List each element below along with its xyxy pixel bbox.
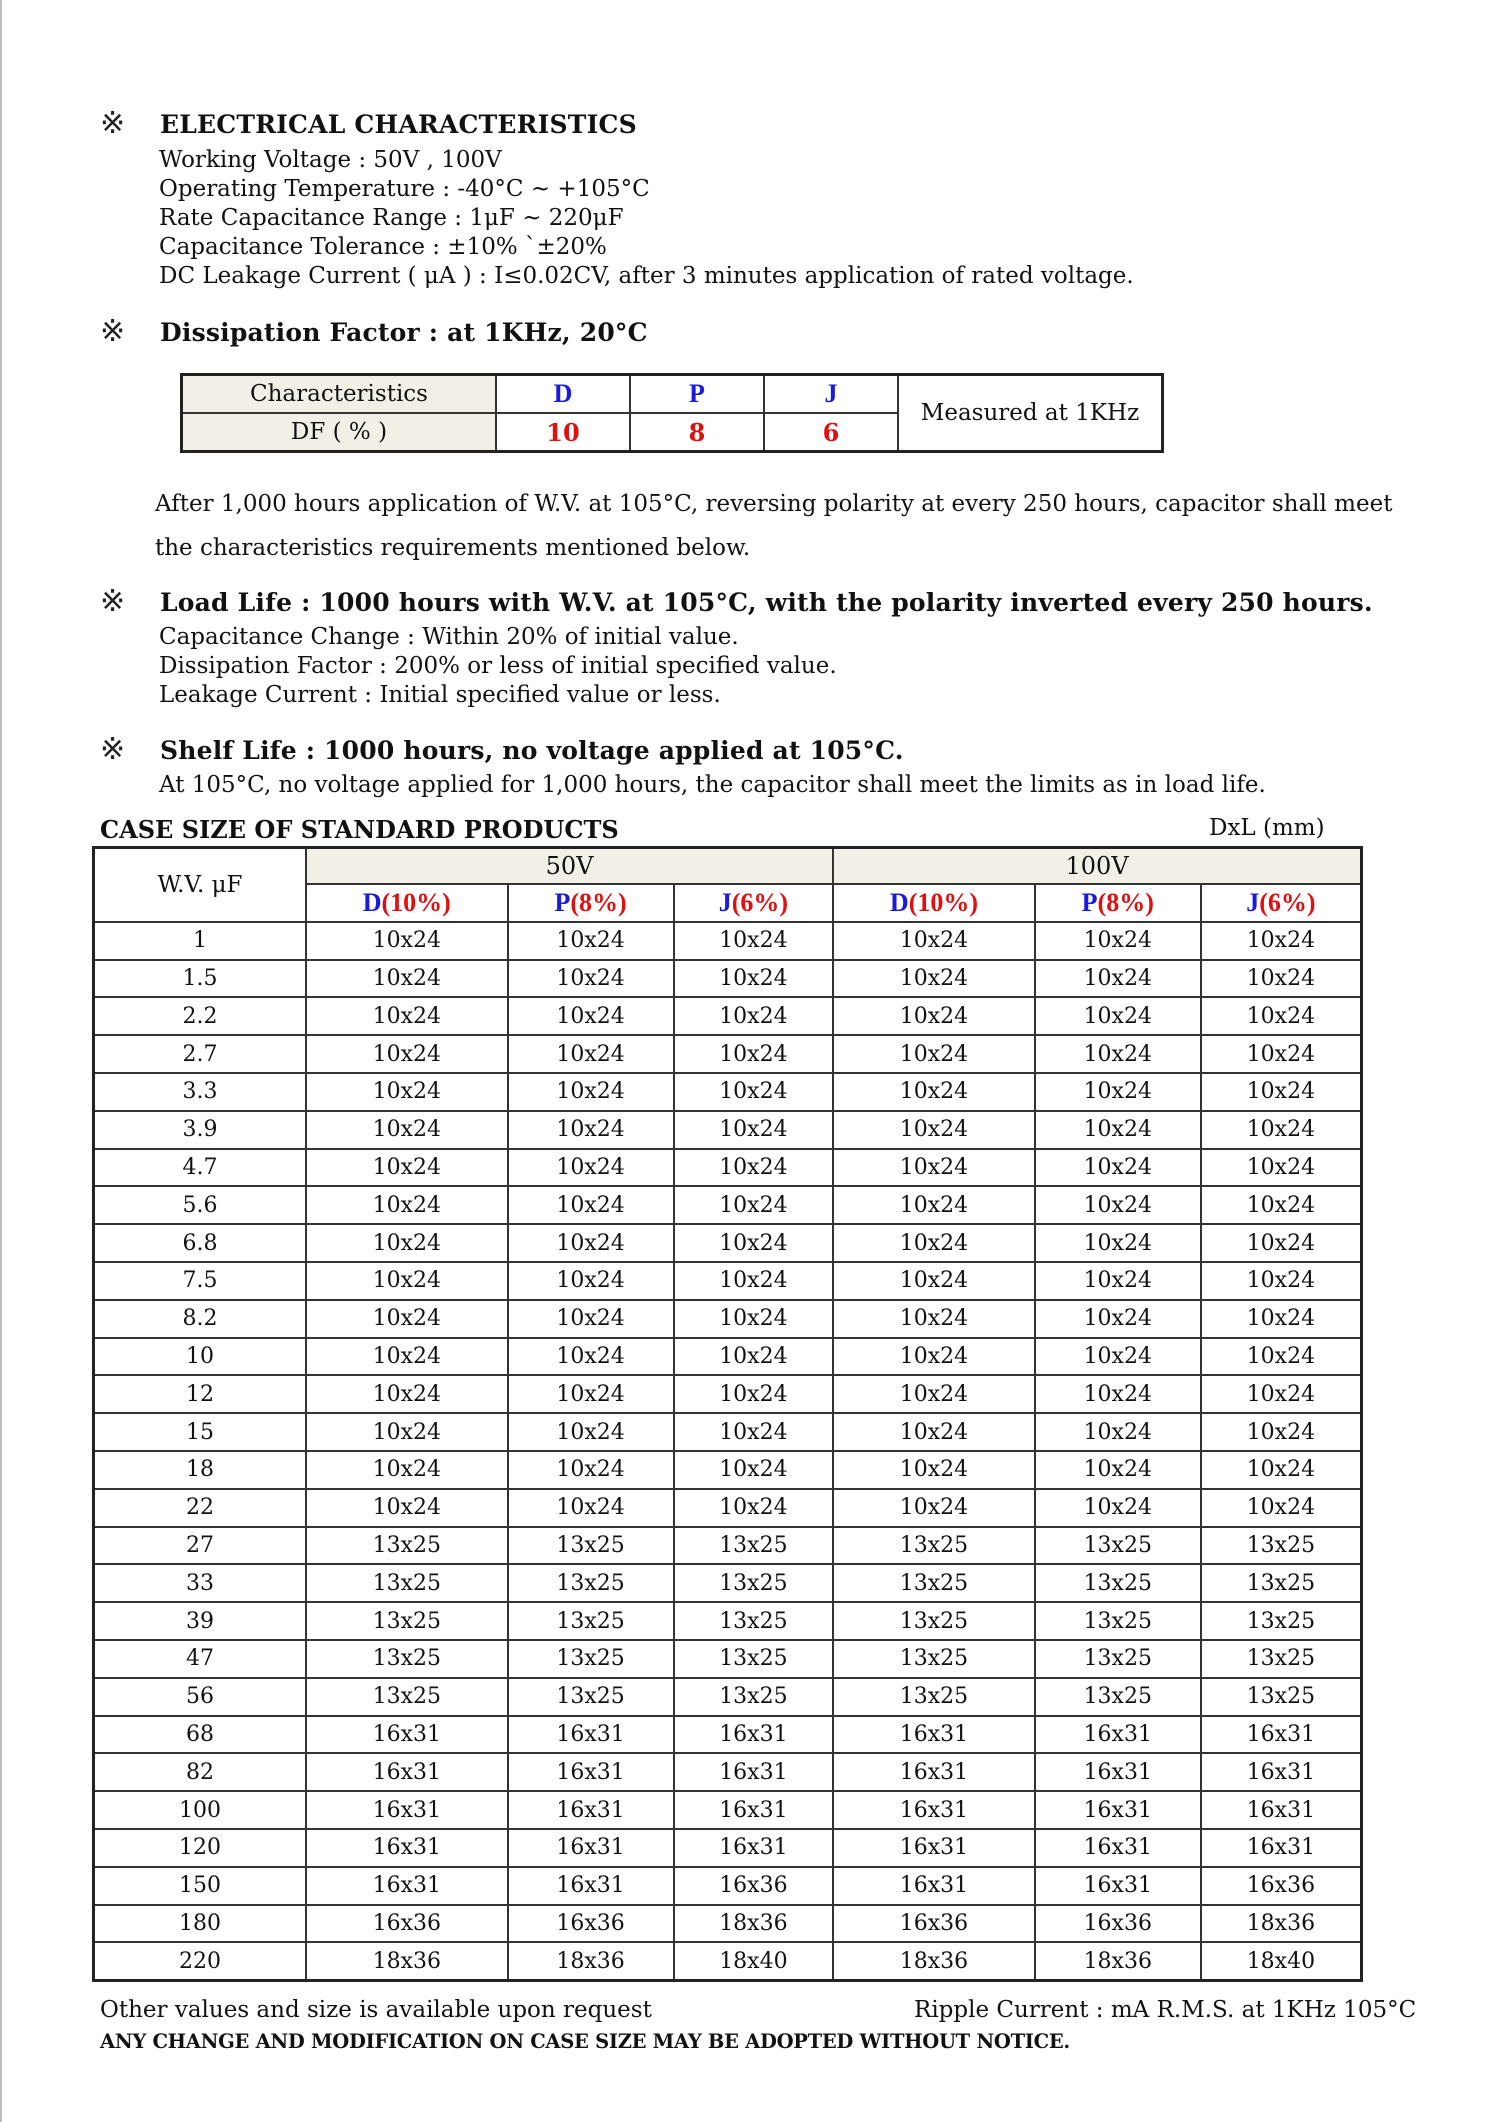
case-size-cell: 16x31 xyxy=(306,1791,508,1829)
table-row xyxy=(94,1829,1362,1867)
case-size-cell: 13x25 xyxy=(508,1678,674,1716)
case-size-unit: DxL (mm) xyxy=(1209,815,1325,841)
case-size-cell: 10x24 xyxy=(1035,1073,1201,1111)
capacitance-cell: 33 xyxy=(94,1564,307,1602)
case-size-cell: 16x31 xyxy=(306,1716,508,1754)
capacitance-cell: 68 xyxy=(94,1716,307,1754)
case-size-cell: 10x24 xyxy=(306,1451,508,1489)
df-measured-note: Measured at 1KHz xyxy=(898,375,1163,452)
case-size-cell: 13x25 xyxy=(1201,1640,1362,1678)
case-size-cell: 13x25 xyxy=(306,1527,508,1565)
capacitance-cell: 2.7 xyxy=(94,1035,307,1073)
sub-header: J(6%) xyxy=(1201,884,1362,922)
case-size-cell: 10x24 xyxy=(306,1035,508,1073)
case-size-cell: 16x36 xyxy=(306,1905,508,1943)
case-size-cell: 10x24 xyxy=(1035,1300,1201,1338)
case-size-cell: 10x24 xyxy=(833,1224,1035,1262)
after-hours-paragraph: After 1,000 hours application of W.V. at 105°C, reversing polarity at every 250 hours, capacitor shall meet the characteristics requirements mentioned below. xyxy=(155,491,1393,561)
case-size-cell: 10x24 xyxy=(508,1451,674,1489)
capacitance-cell: 5.6 xyxy=(94,1186,307,1224)
case-size-cell: 10x24 xyxy=(1035,1413,1201,1451)
case-size-cell: 10x24 xyxy=(1201,1186,1362,1224)
case-size-cell: 13x25 xyxy=(674,1678,834,1716)
case-size-cell: 16x36 xyxy=(508,1905,674,1943)
case-size-cell: 16x31 xyxy=(1201,1829,1362,1867)
case-size-cell: 10x24 xyxy=(508,997,674,1035)
case-size-cell: 13x25 xyxy=(833,1527,1035,1565)
case-size-cell: 10x24 xyxy=(833,1451,1035,1489)
spec-line: DC Leakage Current ( μA ) : I≤0.02CV, after 3 minutes application of rated voltage. xyxy=(159,263,1134,289)
case-size-cell: 10x24 xyxy=(1201,1338,1362,1376)
capacitance-cell: 180 xyxy=(94,1905,307,1943)
case-size-cell: 10x24 xyxy=(1035,1186,1201,1224)
table-row xyxy=(94,1375,1362,1413)
case-size-cell: 10x24 xyxy=(306,960,508,998)
case-size-cell: 13x25 xyxy=(306,1564,508,1602)
case-size-cell: 16x31 xyxy=(508,1867,674,1905)
shelf-life-heading xyxy=(100,732,904,767)
table-row xyxy=(94,1564,1362,1602)
case-size-cell: 18x36 xyxy=(508,1942,674,1980)
electrical-title: ELECTRICAL CHARACTERISTICS xyxy=(160,110,637,139)
dissipation-heading xyxy=(100,314,648,349)
case-size-cell: 16x31 xyxy=(508,1829,674,1867)
case-size-table xyxy=(92,846,1363,1982)
table-row xyxy=(94,1111,1362,1149)
case-size-cell: 16x31 xyxy=(1201,1753,1362,1791)
case-size-cell: 13x25 xyxy=(508,1564,674,1602)
case-size-cell: 10x24 xyxy=(508,1111,674,1149)
case-size-cell: 10x24 xyxy=(833,1035,1035,1073)
footer-availability-note: Other values and size is available upon request xyxy=(100,1997,652,2023)
load-life-heading xyxy=(100,584,1373,619)
case-size-cell: 10x24 xyxy=(674,1224,834,1262)
case-size-cell: 10x24 xyxy=(306,1262,508,1300)
case-size-cell: 10x24 xyxy=(674,1035,834,1073)
case-size-cell: 10x24 xyxy=(1201,1375,1362,1413)
load-life-lines xyxy=(159,623,837,710)
spec-line: Leakage Current : Initial specified value or less. xyxy=(159,682,721,708)
case-size-cell: 13x25 xyxy=(674,1602,834,1640)
case-size-cell: 10x24 xyxy=(674,960,834,998)
df-value-j: 6 xyxy=(764,413,898,452)
case-size-cell: 10x24 xyxy=(674,1338,834,1376)
table-row xyxy=(94,1791,1362,1829)
case-size-cell: 10x24 xyxy=(1035,1262,1201,1300)
group-header-100v: 100V xyxy=(833,848,1361,885)
case-size-cell: 16x31 xyxy=(508,1753,674,1791)
capacitance-cell: 3.9 xyxy=(94,1111,307,1149)
case-size-cell: 16x36 xyxy=(1035,1905,1201,1943)
case-size-cell: 10x24 xyxy=(674,1149,834,1187)
capacitance-cell: 6.8 xyxy=(94,1224,307,1262)
case-size-cell: 10x24 xyxy=(306,1073,508,1111)
case-size-cell: 13x25 xyxy=(674,1527,834,1565)
wv-corner-header: W.V. μF xyxy=(94,848,307,922)
capacitance-cell: 39 xyxy=(94,1602,307,1640)
case-size-cell: 13x25 xyxy=(833,1678,1035,1716)
capacitance-cell: 7.5 xyxy=(94,1262,307,1300)
capacitance-cell: 8.2 xyxy=(94,1300,307,1338)
page-edge xyxy=(0,0,2,2122)
case-size-cell: 10x24 xyxy=(1201,1262,1362,1300)
sub-header: P(8%) xyxy=(508,884,674,922)
capacitance-cell: 27 xyxy=(94,1527,307,1565)
case-size-cell: 10x24 xyxy=(674,922,834,960)
table-row xyxy=(94,1413,1362,1451)
case-size-cell: 13x25 xyxy=(306,1602,508,1640)
case-size-cell: 10x24 xyxy=(833,1375,1035,1413)
case-size-cell: 10x24 xyxy=(1201,960,1362,998)
table-row xyxy=(94,1527,1362,1565)
case-size-cell: 10x24 xyxy=(508,1149,674,1187)
case-size-cell: 10x24 xyxy=(833,1149,1035,1187)
case-size-cell: 18x36 xyxy=(674,1905,834,1943)
case-size-cell: 10x24 xyxy=(1201,922,1362,960)
case-size-cell: 16x31 xyxy=(833,1791,1035,1829)
capacitance-cell: 2.2 xyxy=(94,997,307,1035)
sub-header: J(6%) xyxy=(674,884,834,922)
sub-header: D(10%) xyxy=(833,884,1035,922)
case-size-cell: 13x25 xyxy=(306,1678,508,1716)
case-size-cell: 10x24 xyxy=(508,1073,674,1111)
case-size-cell: 10x24 xyxy=(306,1186,508,1224)
case-size-cell: 13x25 xyxy=(508,1602,674,1640)
table-row xyxy=(94,1678,1362,1716)
case-size-cell: 13x25 xyxy=(508,1527,674,1565)
df-code-j: J xyxy=(764,375,898,414)
sub-header: D(10%) xyxy=(306,884,508,922)
case-size-cell: 10x24 xyxy=(508,1413,674,1451)
shelf-life-title: Shelf Life : 1000 hours, no voltage applied at 105°C. xyxy=(160,736,904,765)
df-value-d: 10 xyxy=(496,413,630,452)
case-size-cell: 10x24 xyxy=(1201,1149,1362,1187)
table-row xyxy=(94,1640,1362,1678)
case-size-cell: 10x24 xyxy=(1035,1035,1201,1073)
case-size-cell: 18x36 xyxy=(1035,1942,1201,1980)
case-size-cell: 10x24 xyxy=(1035,1489,1201,1527)
capacitance-cell: 100 xyxy=(94,1791,307,1829)
case-size-cell: 10x24 xyxy=(833,1300,1035,1338)
case-size-cell: 10x24 xyxy=(1201,997,1362,1035)
case-size-cell: 10x24 xyxy=(306,1489,508,1527)
case-size-cell: 16x36 xyxy=(1201,1867,1362,1905)
case-size-cell: 13x25 xyxy=(1201,1678,1362,1716)
df-row1-label: Characteristics xyxy=(182,375,497,414)
case-size-cell: 16x31 xyxy=(1035,1829,1201,1867)
case-size-cell: 16x31 xyxy=(1035,1716,1201,1754)
case-size-body xyxy=(94,922,1362,1981)
capacitance-cell: 120 xyxy=(94,1829,307,1867)
spec-line: Operating Temperature : -40°C ~ +105°C xyxy=(159,176,650,202)
load-life-title: Load Life : 1000 hours with W.V. at 105°C, with the polarity inverted every 250 hours. xyxy=(160,588,1373,617)
case-size-cell: 18x36 xyxy=(1201,1905,1362,1943)
case-size-cell: 10x24 xyxy=(1035,922,1201,960)
case-size-cell: 10x24 xyxy=(1035,1149,1201,1187)
dissipation-table xyxy=(180,373,1164,453)
spec-line: Working Voltage : 50V , 100V xyxy=(159,147,502,173)
case-size-cell: 10x24 xyxy=(508,1300,674,1338)
electrical-lines xyxy=(159,146,1134,291)
capacitance-cell: 82 xyxy=(94,1753,307,1791)
capacitance-cell: 10 xyxy=(94,1338,307,1376)
case-size-cell: 16x31 xyxy=(674,1716,834,1754)
case-size-cell: 13x25 xyxy=(1201,1564,1362,1602)
case-size-cell: 10x24 xyxy=(833,1413,1035,1451)
capacitance-cell: 1 xyxy=(94,922,307,960)
table-row xyxy=(94,1451,1362,1489)
case-size-cell: 10x24 xyxy=(833,997,1035,1035)
case-size-cell: 16x31 xyxy=(674,1829,834,1867)
case-size-cell: 16x31 xyxy=(1035,1867,1201,1905)
table-row xyxy=(94,922,1362,960)
case-size-cell: 10x24 xyxy=(508,1338,674,1376)
case-size-cell: 13x25 xyxy=(1035,1527,1201,1565)
capacitance-cell: 12 xyxy=(94,1375,307,1413)
case-size-cell: 16x31 xyxy=(674,1791,834,1829)
case-size-cell: 10x24 xyxy=(1035,1375,1201,1413)
case-size-cell: 16x31 xyxy=(833,1716,1035,1754)
case-size-cell: 16x31 xyxy=(306,1829,508,1867)
case-size-cell: 10x24 xyxy=(833,1111,1035,1149)
case-size-cell: 16x31 xyxy=(1201,1791,1362,1829)
df-code-d: D xyxy=(496,375,630,414)
case-size-cell: 10x24 xyxy=(508,1489,674,1527)
case-size-cell: 10x24 xyxy=(674,1375,834,1413)
df-value-p: 8 xyxy=(630,413,764,452)
table-row xyxy=(94,1905,1362,1943)
group-header-50v: 50V xyxy=(306,848,833,885)
case-size-cell: 10x24 xyxy=(833,1262,1035,1300)
capacitance-cell: 1.5 xyxy=(94,960,307,998)
case-size-cell: 10x24 xyxy=(674,1111,834,1149)
reference-mark-icon: ※ xyxy=(100,732,126,767)
capacitance-cell: 22 xyxy=(94,1489,307,1527)
case-size-cell: 10x24 xyxy=(508,1262,674,1300)
case-size-cell: 10x24 xyxy=(306,1338,508,1376)
case-size-cell: 10x24 xyxy=(306,1413,508,1451)
capacitance-cell: 15 xyxy=(94,1413,307,1451)
table-row xyxy=(94,1262,1362,1300)
capacitance-cell: 150 xyxy=(94,1867,307,1905)
case-size-cell: 10x24 xyxy=(674,1073,834,1111)
case-size-cell: 13x25 xyxy=(1035,1640,1201,1678)
case-size-cell: 13x25 xyxy=(674,1564,834,1602)
footer-notice: ANY CHANGE AND MODIFICATION ON CASE SIZE MAY BE ADOPTED WITHOUT NOTICE. xyxy=(100,2030,1070,2053)
case-size-cell: 10x24 xyxy=(306,997,508,1035)
case-size-cell: 10x24 xyxy=(674,1451,834,1489)
electrical-heading xyxy=(100,106,637,141)
case-size-cell: 16x31 xyxy=(1035,1753,1201,1791)
reference-mark-icon: ※ xyxy=(100,106,126,141)
case-size-cell: 16x31 xyxy=(306,1867,508,1905)
case-size-cell: 13x25 xyxy=(833,1640,1035,1678)
table-row xyxy=(94,1224,1362,1262)
case-size-cell: 10x24 xyxy=(833,1338,1035,1376)
case-size-cell: 10x24 xyxy=(306,1224,508,1262)
table-row xyxy=(94,1753,1362,1791)
case-size-cell: 10x24 xyxy=(508,960,674,998)
case-size-cell: 10x24 xyxy=(1035,960,1201,998)
capacitance-cell: 4.7 xyxy=(94,1149,307,1187)
case-size-cell: 10x24 xyxy=(1201,1224,1362,1262)
case-size-cell: 10x24 xyxy=(1035,1451,1201,1489)
shelf-life-lines xyxy=(159,771,1266,800)
table-row xyxy=(94,1716,1362,1754)
case-size-cell: 13x25 xyxy=(1201,1527,1362,1565)
case-size-cell: 10x24 xyxy=(674,1413,834,1451)
case-size-cell: 10x24 xyxy=(306,1300,508,1338)
sub-header: P(8%) xyxy=(1035,884,1201,922)
case-size-cell: 16x31 xyxy=(833,1753,1035,1791)
case-size-cell: 10x24 xyxy=(306,922,508,960)
table-row xyxy=(94,1489,1362,1527)
case-size-cell: 18x36 xyxy=(833,1942,1035,1980)
case-size-cell: 10x24 xyxy=(674,1262,834,1300)
df-row2-label: DF ( % ) xyxy=(182,413,497,452)
table-row xyxy=(94,1942,1362,1980)
table-row xyxy=(94,997,1362,1035)
spec-line: Capacitance Change : Within 20% of initial value. xyxy=(159,624,739,650)
df-code-p: P xyxy=(630,375,764,414)
spec-line: Capacitance Tolerance : ±10% `±20% xyxy=(159,234,607,260)
case-size-cell: 13x25 xyxy=(1035,1564,1201,1602)
dissipation-title: Dissipation Factor : at 1KHz, 20°C xyxy=(160,318,648,347)
case-size-cell: 13x25 xyxy=(833,1602,1035,1640)
case-size-cell: 18x36 xyxy=(306,1942,508,1980)
case-size-cell: 10x24 xyxy=(306,1111,508,1149)
case-size-cell: 10x24 xyxy=(833,1489,1035,1527)
case-size-cell: 16x31 xyxy=(674,1753,834,1791)
case-size-cell: 10x24 xyxy=(1201,1413,1362,1451)
case-size-cell: 16x31 xyxy=(508,1791,674,1829)
case-size-cell: 13x25 xyxy=(1035,1678,1201,1716)
case-size-cell: 10x24 xyxy=(508,1035,674,1073)
table-row xyxy=(94,1073,1362,1111)
case-size-cell: 10x24 xyxy=(833,960,1035,998)
table-row xyxy=(94,1338,1362,1376)
table-row xyxy=(94,1035,1362,1073)
case-size-cell: 18x40 xyxy=(1201,1942,1362,1980)
case-size-cell: 16x31 xyxy=(1201,1716,1362,1754)
case-size-cell: 13x25 xyxy=(1035,1602,1201,1640)
table-row xyxy=(94,1186,1362,1224)
case-size-cell: 10x24 xyxy=(674,1489,834,1527)
case-size-title: CASE SIZE OF STANDARD PRODUCTS xyxy=(100,815,619,844)
case-size-cell: 10x24 xyxy=(508,1224,674,1262)
case-size-cell: 10x24 xyxy=(833,1073,1035,1111)
case-size-cell: 10x24 xyxy=(833,922,1035,960)
case-size-cell: 16x31 xyxy=(508,1716,674,1754)
case-size-cell: 13x25 xyxy=(508,1640,674,1678)
case-size-cell: 10x24 xyxy=(1201,1489,1362,1527)
table-row xyxy=(94,1867,1362,1905)
case-size-cell: 10x24 xyxy=(306,1149,508,1187)
case-size-cell: 13x25 xyxy=(1201,1602,1362,1640)
case-size-cell: 10x24 xyxy=(674,1186,834,1224)
case-size-cell: 10x24 xyxy=(1201,1073,1362,1111)
capacitance-cell: 220 xyxy=(94,1942,307,1980)
capacitance-cell: 18 xyxy=(94,1451,307,1489)
table-row xyxy=(94,960,1362,998)
case-size-cell: 13x25 xyxy=(674,1640,834,1678)
table-row xyxy=(94,1602,1362,1640)
case-size-cell: 10x24 xyxy=(1201,1111,1362,1149)
case-size-cell: 10x24 xyxy=(1035,997,1201,1035)
case-size-cell: 10x24 xyxy=(508,1186,674,1224)
case-size-cell: 16x31 xyxy=(306,1753,508,1791)
case-size-cell: 16x31 xyxy=(833,1829,1035,1867)
table-row xyxy=(94,1149,1362,1187)
reference-mark-icon: ※ xyxy=(100,584,126,619)
case-size-cell: 10x24 xyxy=(508,922,674,960)
case-size-cell: 10x24 xyxy=(306,1375,508,1413)
case-size-cell: 10x24 xyxy=(1035,1111,1201,1149)
case-size-cell: 16x36 xyxy=(674,1867,834,1905)
case-size-cell: 16x31 xyxy=(1035,1791,1201,1829)
spec-line: Dissipation Factor : 200% or less of initial specified value. xyxy=(159,653,837,679)
reference-mark-icon: ※ xyxy=(100,314,126,349)
footer-ripple-note: Ripple Current : mA R.M.S. at 1KHz 105°C xyxy=(914,1997,1417,2023)
case-size-cell: 13x25 xyxy=(833,1564,1035,1602)
capacitance-cell: 47 xyxy=(94,1640,307,1678)
capacitance-cell: 56 xyxy=(94,1678,307,1716)
case-size-cell: 10x24 xyxy=(674,1300,834,1338)
case-size-cell: 10x24 xyxy=(1035,1224,1201,1262)
case-size-cell: 13x25 xyxy=(306,1640,508,1678)
case-size-cell: 10x24 xyxy=(508,1375,674,1413)
case-size-cell: 10x24 xyxy=(1201,1035,1362,1073)
case-size-cell: 10x24 xyxy=(1201,1300,1362,1338)
table-row xyxy=(94,1300,1362,1338)
case-size-cell: 10x24 xyxy=(1201,1451,1362,1489)
case-size-cell: 10x24 xyxy=(833,1186,1035,1224)
capacitance-cell: 3.3 xyxy=(94,1073,307,1111)
case-size-cell: 18x40 xyxy=(674,1942,834,1980)
case-size-cell: 16x36 xyxy=(833,1905,1035,1943)
spec-line: Rate Capacitance Range : 1μF ~ 220μF xyxy=(159,205,624,231)
case-size-cell: 16x31 xyxy=(833,1867,1035,1905)
case-size-cell: 10x24 xyxy=(674,997,834,1035)
spec-line: At 105°C, no voltage applied for 1,000 hours, the capacitor shall meet the limits as in load life. xyxy=(159,772,1266,798)
case-size-cell: 10x24 xyxy=(1035,1338,1201,1376)
